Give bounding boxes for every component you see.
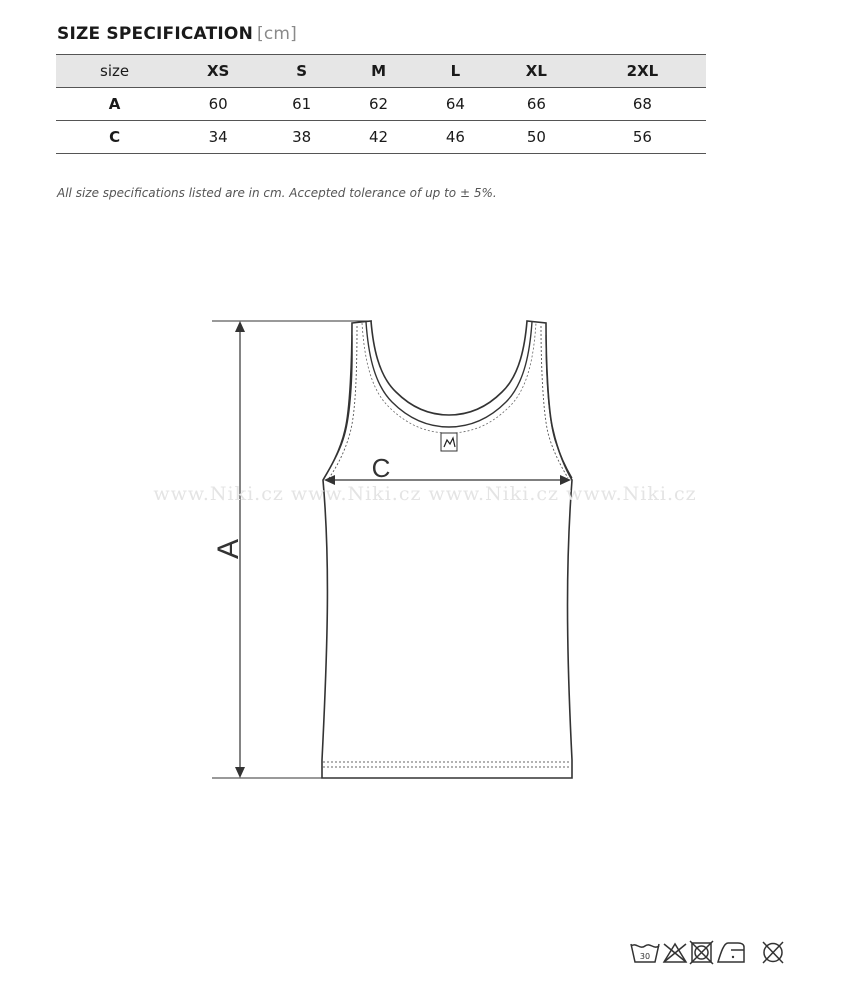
wash-temp: 30 (639, 952, 651, 961)
table-cell: 64 (417, 88, 494, 121)
wash-30-icon (631, 944, 659, 962)
tolerance-note: All size specifications listed are in cm. Accepted tolerance of up to ± 5%. (57, 186, 497, 200)
table-cell: 62 (340, 88, 417, 121)
table-cell: 46 (417, 121, 494, 154)
label-c: C (371, 453, 391, 483)
do-not-dry-clean-icon (763, 942, 783, 963)
table-cell: 56 (579, 121, 706, 154)
table-cell: 42 (340, 121, 417, 154)
table-cell: 66 (494, 88, 579, 121)
table-cell: 68 (579, 88, 706, 121)
header-cell: M (340, 55, 417, 88)
header-cell: L (417, 55, 494, 88)
watermark-text: www.Niki.cz www.Niki.cz www.Niki.cz www.Niki.cz (153, 483, 697, 505)
table-cell: A (56, 88, 173, 121)
header-cell: size (56, 55, 173, 88)
table-cell: 38 (263, 121, 340, 154)
shirt-outline (322, 321, 572, 778)
header-cell: 2XL (579, 55, 706, 88)
title-text: SIZE SPECIFICATION (57, 24, 253, 44)
table-cell: 61 (263, 88, 340, 121)
header-cell: XS (173, 55, 263, 88)
label-a: A (212, 538, 245, 560)
arrow-down-icon (235, 767, 245, 778)
care-symbols (631, 941, 783, 964)
do-not-tumble-dry-icon (690, 941, 713, 964)
arrow-up-icon (235, 321, 245, 332)
title-unit: [cm] (257, 24, 297, 44)
header-cell: XL (494, 55, 579, 88)
table-cell: C (56, 121, 173, 154)
table-cell: 60 (173, 88, 263, 121)
table-cell: 50 (494, 121, 579, 154)
iron-low-icon (718, 943, 744, 962)
table-cell: 34 (173, 121, 263, 154)
do-not-bleach-icon (664, 944, 686, 962)
header-cell: S (263, 55, 340, 88)
